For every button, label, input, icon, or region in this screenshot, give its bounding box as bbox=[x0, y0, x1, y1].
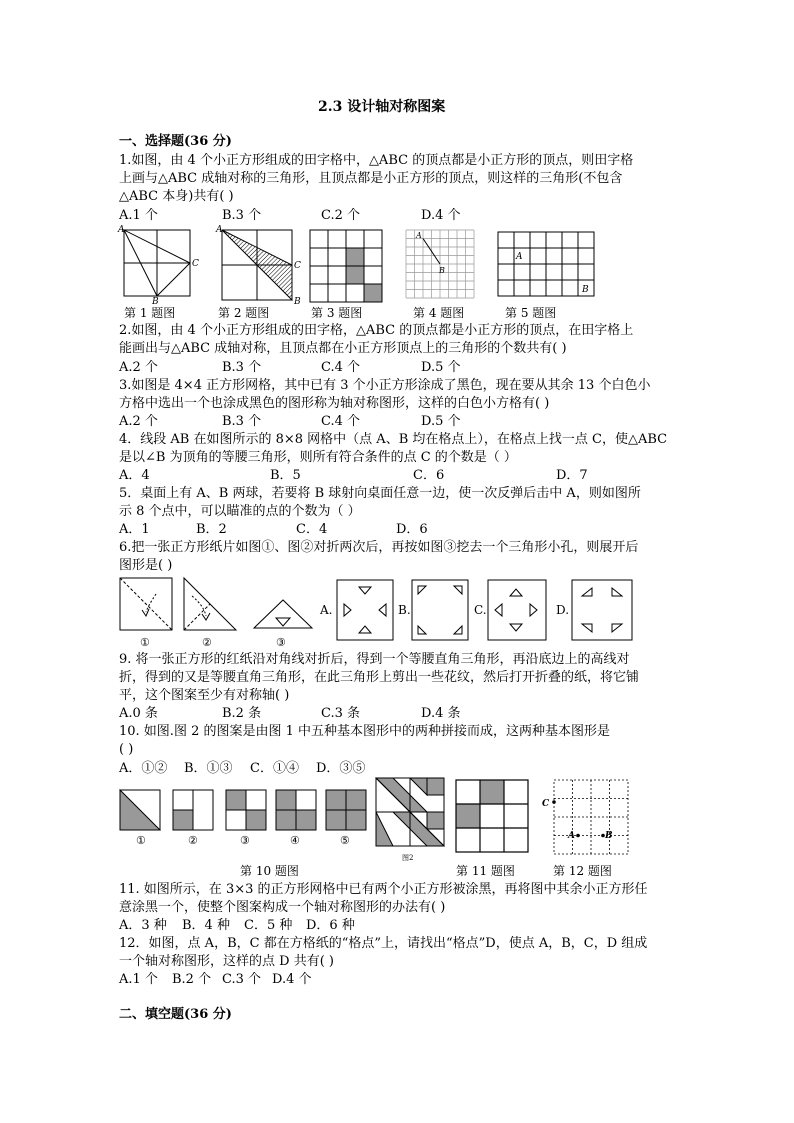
option-c: C．6 bbox=[413, 468, 445, 483]
question-text-line: 能画出与△ABC 成轴对称，且顶点都在小正方形顶点上的三角形的个数共有( ) bbox=[119, 341, 567, 356]
option-b: B.3 个 bbox=[222, 414, 262, 429]
option-c: C. bbox=[474, 603, 487, 617]
q6-folding-steps bbox=[118, 576, 318, 652]
option-a: A．3 种 bbox=[119, 918, 167, 933]
figure-caption: 第 3 题图 bbox=[311, 306, 363, 320]
section-heading-fill: 二、填空题(36 分) bbox=[119, 1007, 232, 1022]
question-text-line: 平，这个图案至少有对称轴( ) bbox=[119, 688, 290, 703]
option-a: A．1 bbox=[119, 522, 150, 537]
figure-5 bbox=[494, 226, 600, 302]
option-d: D．③⑤ bbox=[316, 761, 366, 776]
question-text-line: 4．线段 AB 在如图所示的 8×8 网格中（点 A、B 均在格点上），在格点上找一点 C，使△ABC bbox=[119, 432, 668, 447]
option-d: D.5 个 bbox=[421, 414, 461, 429]
figure-caption: 第 11 题图 bbox=[456, 864, 515, 878]
option-c: C.3 个 bbox=[222, 972, 262, 987]
option-c: C.4 个 bbox=[321, 360, 361, 375]
question-text-line: 3.如图是 4×4 正方形网格，其中已有 3 个小正方形涂成了黑色，现在要从其余 13 个白色小 bbox=[119, 378, 651, 393]
figure-caption: 第 12 题图 bbox=[553, 864, 612, 878]
option-a: A．4 bbox=[119, 468, 150, 483]
question-text-line: 上画与△ABC 成轴对称的三角形，且顶点都是小正方形的顶点，则这样的三角形(不包含 bbox=[119, 171, 623, 186]
option-a: A.1 个 bbox=[119, 208, 158, 223]
option-a: A.2 个 bbox=[119, 414, 158, 429]
option-c: C．4 bbox=[296, 522, 328, 537]
question-text-line: △ABC 本身)共有( ) bbox=[119, 189, 234, 204]
step-label: ② bbox=[202, 636, 212, 649]
figure-caption: 第 1 题图 bbox=[124, 306, 176, 320]
question-text-line: 11. 如图所示，在 3×3 的正方形网格中已有两个小正方形被涂黑，再将图中其余小正方形任 bbox=[119, 882, 648, 897]
option-d: D. bbox=[556, 603, 570, 617]
point-c-label: C bbox=[542, 799, 550, 809]
question-text-line: 9. 将一张正方形的红纸沿对角线对折后，得到一个等腰直角三角形，再沿底边上的高线对 bbox=[119, 652, 630, 667]
option-a: A.2 个 bbox=[119, 360, 158, 375]
option-d: D．6 bbox=[396, 522, 428, 537]
section-heading-choice: 一、选择题(36 分) bbox=[119, 134, 232, 149]
option-d: D.4 个 bbox=[272, 972, 312, 987]
figure-caption: 第 4 题图 bbox=[413, 306, 465, 320]
option-b: B．5 bbox=[270, 468, 301, 483]
question-text-line: 5．桌面上有 A、B 两球，若要将 B 球射向桌面任意一边，使一次反弹后击中 A，则如图所 bbox=[119, 486, 641, 501]
option-b: B.2 个 bbox=[172, 972, 212, 987]
point-a-label: A bbox=[216, 225, 223, 235]
option-d: D.4 个 bbox=[421, 208, 461, 223]
figure-10-pattern bbox=[372, 776, 450, 864]
piece-label: ⑤ bbox=[340, 834, 350, 847]
option-d: D.4 条 bbox=[421, 706, 461, 721]
option-b: B．2 bbox=[196, 522, 227, 537]
page-title: 2.3 设计轴对称图案 bbox=[318, 99, 446, 115]
figure-12 bbox=[540, 778, 632, 858]
point-b-label: B bbox=[582, 285, 589, 295]
piece-label: ④ bbox=[290, 834, 300, 847]
question-text-line: 1.如图，由 4 个小正方形组成的田字格中，△ABC 的顶点都是小正方形的顶点，则田字格 bbox=[119, 153, 634, 168]
figure-3 bbox=[306, 226, 384, 302]
figure-10-pieces bbox=[118, 786, 368, 848]
option-a: A.0 条 bbox=[119, 706, 158, 721]
option-b: B.2 条 bbox=[222, 706, 262, 721]
option-b: B．①③ bbox=[184, 761, 233, 776]
question-text-line: 6.把一张正方形纸片如图①、图②对折两次后，再按如图③挖去一个三角形小孔，则展开后 bbox=[119, 540, 639, 555]
option-b: B.3 个 bbox=[222, 360, 262, 375]
option-c: C.3 条 bbox=[321, 706, 361, 721]
point-a-label: A bbox=[416, 231, 422, 240]
point-c-label: C bbox=[294, 261, 301, 271]
question-text-line: 图形是( ) bbox=[119, 558, 173, 573]
option-b: B．4 种 bbox=[182, 918, 230, 933]
point-b-label: B bbox=[294, 297, 301, 307]
question-text-line: 方格中选出一个也涂成黑色的图形称为轴对称图形，这样的白色小方格有( ) bbox=[119, 396, 550, 411]
option-b: B.3 个 bbox=[222, 208, 262, 223]
point-a-label: A bbox=[516, 252, 523, 262]
question-text-line: 10. 如图.图 2 的图案是由图 1 中五种基本图形中的两种拼接而成，这两种基本图形是 bbox=[119, 724, 611, 739]
option-d: D．7 bbox=[556, 468, 588, 483]
option-c: C.2 个 bbox=[321, 208, 361, 223]
option-d: D.5 个 bbox=[421, 360, 461, 375]
question-text-line: 是以∠B 为顶角的等腰三角形，则所有符合条件的点 C 的个数是（ ） bbox=[119, 450, 517, 465]
point-a-label: A bbox=[118, 225, 125, 235]
question-text-line: 12．如图，点 A，B，C 都在方格纸的“格点”上，请找出“格点”D，使点 A，B，C，D 组成 bbox=[119, 936, 648, 951]
question-text-line: 意涂黑一个，使整个图案构成一个轴对称图形的办法有( ) bbox=[119, 900, 446, 915]
question-text-line: 2.如图，由 4 个小正方形组成的田字格，△ABC 的顶点都是小正方形的顶点，在田字格上 bbox=[119, 323, 634, 338]
figure-caption: 第 10 题图 bbox=[240, 864, 299, 878]
figure-11 bbox=[454, 778, 530, 854]
point-b-label: B bbox=[605, 831, 613, 841]
option-a: A. bbox=[320, 603, 333, 617]
q6-options bbox=[320, 578, 636, 644]
question-text-line: 示 8 个点中，可以瞄准的点的个数为（ ） bbox=[119, 504, 361, 519]
point-b-label: B bbox=[152, 297, 159, 307]
figure-caption: 第 5 题图 bbox=[505, 306, 557, 320]
question-text-line: ( ) bbox=[119, 742, 134, 757]
option-d: D．6 种 bbox=[306, 918, 355, 933]
point-a-label: A bbox=[568, 831, 575, 841]
step-label: ① bbox=[140, 636, 150, 649]
figure-2 bbox=[216, 225, 301, 307]
option-c: C．5 种 bbox=[244, 918, 293, 933]
piece-label: ① bbox=[136, 834, 146, 847]
option-a: A.1 个 bbox=[119, 972, 158, 987]
figure-1 bbox=[118, 225, 199, 307]
figure-caption: 第 2 题图 bbox=[218, 306, 270, 320]
step-label: ③ bbox=[276, 636, 286, 649]
option-c: C.4 个 bbox=[321, 414, 361, 429]
point-c-label: C bbox=[192, 259, 199, 269]
question-text-line: 一个轴对称图形，这样的点 D 共有( ) bbox=[119, 954, 334, 969]
question-text-line: 折，得到的又是等腰直角三角形，在此三角形上剪出一些花纹，然后打开折叠的纸，将它铺 bbox=[119, 670, 640, 685]
piece-label: ② bbox=[188, 834, 198, 847]
piece-label: ③ bbox=[240, 834, 250, 847]
figure-4 bbox=[402, 226, 482, 302]
option-a: A．①② bbox=[119, 761, 168, 776]
option-b: B. bbox=[398, 603, 411, 617]
option-c: C．①④ bbox=[250, 761, 299, 776]
figure-2-label: 图2 bbox=[402, 854, 414, 862]
point-b-label: B bbox=[439, 266, 445, 275]
